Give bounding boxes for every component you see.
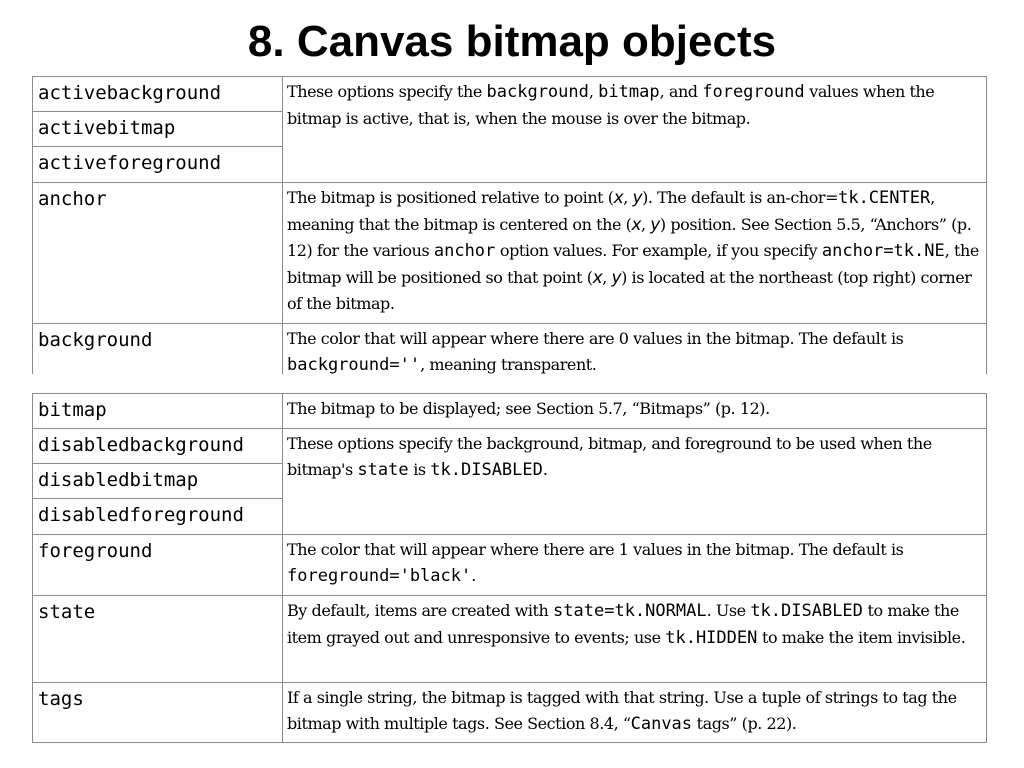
table-row [33, 535, 987, 596]
option-description: These options specify the background, bitmap, and foreground to be used when the bitmap's state is tk.DISABLED. [283, 429, 987, 535]
table-row [33, 596, 987, 683]
table-row [33, 429, 987, 464]
table-row [33, 394, 987, 429]
option-name: disabledforeground [33, 499, 283, 535]
options-table-2 [32, 393, 987, 743]
option-description: By default, items are created with state=tk.NORMAL. Use tk.DISABLED to make the item grayed out and unresponsive to events; use tk.HIDDEN to make the item invisible. [283, 596, 987, 683]
option-description: The color that will appear where there are 1 values in the bitmap. The default is foreground='black'. [283, 535, 987, 596]
option-name: state [33, 596, 283, 683]
option-name: bitmap [33, 394, 283, 429]
option-description: The bitmap to be displayed; see Section 5.7, “Bitmaps” (p. 12). [283, 394, 987, 429]
option-name: activebitmap [33, 112, 283, 147]
options-table-1 [32, 76, 987, 374]
table-row [33, 183, 987, 324]
option-description: If a single string, the bitmap is tagged with that string. Use a tuple of strings to tag the bitmap with multiple tags. See Section 8.4, “Canvas tags” (p. 22). [283, 683, 987, 743]
option-description: The color that will appear where there are 0 values in the bitmap. The default is background='', meaning transparent. [283, 324, 987, 375]
table-row [33, 77, 987, 112]
option-name: anchor [33, 183, 283, 324]
table-1-clip [0, 0, 1024, 374]
option-name: background [33, 324, 283, 375]
slide-title: 8. Canvas bitmap objects [247, 17, 777, 66]
option-description: These options specify the background, bitmap, and foreground values when the bitmap is active, that is, when the mouse is over the bitmap. [283, 77, 987, 183]
option-name: foreground [33, 535, 283, 596]
option-description: The bitmap is positioned relative to point (x, y). The default is an-chor=tk.CENTER, meaning that the bitmap is centered on the (x, y) position. See Section 5.5, “Anchors” (p. 12) for the various anchor option values. For example, if you specify anchor=tk.NE, the bitmap will be positioned so that point (x, y) is located at the northeast (top right) corner of the bitmap. [283, 183, 987, 324]
table-row [33, 324, 987, 375]
option-name: tags [33, 683, 283, 743]
option-name: activebackground [33, 77, 283, 112]
option-name: disabledbackground [33, 429, 283, 464]
option-name: disabledbitmap [33, 464, 283, 499]
table-row [33, 683, 987, 743]
option-name: activeforeground [33, 147, 283, 183]
